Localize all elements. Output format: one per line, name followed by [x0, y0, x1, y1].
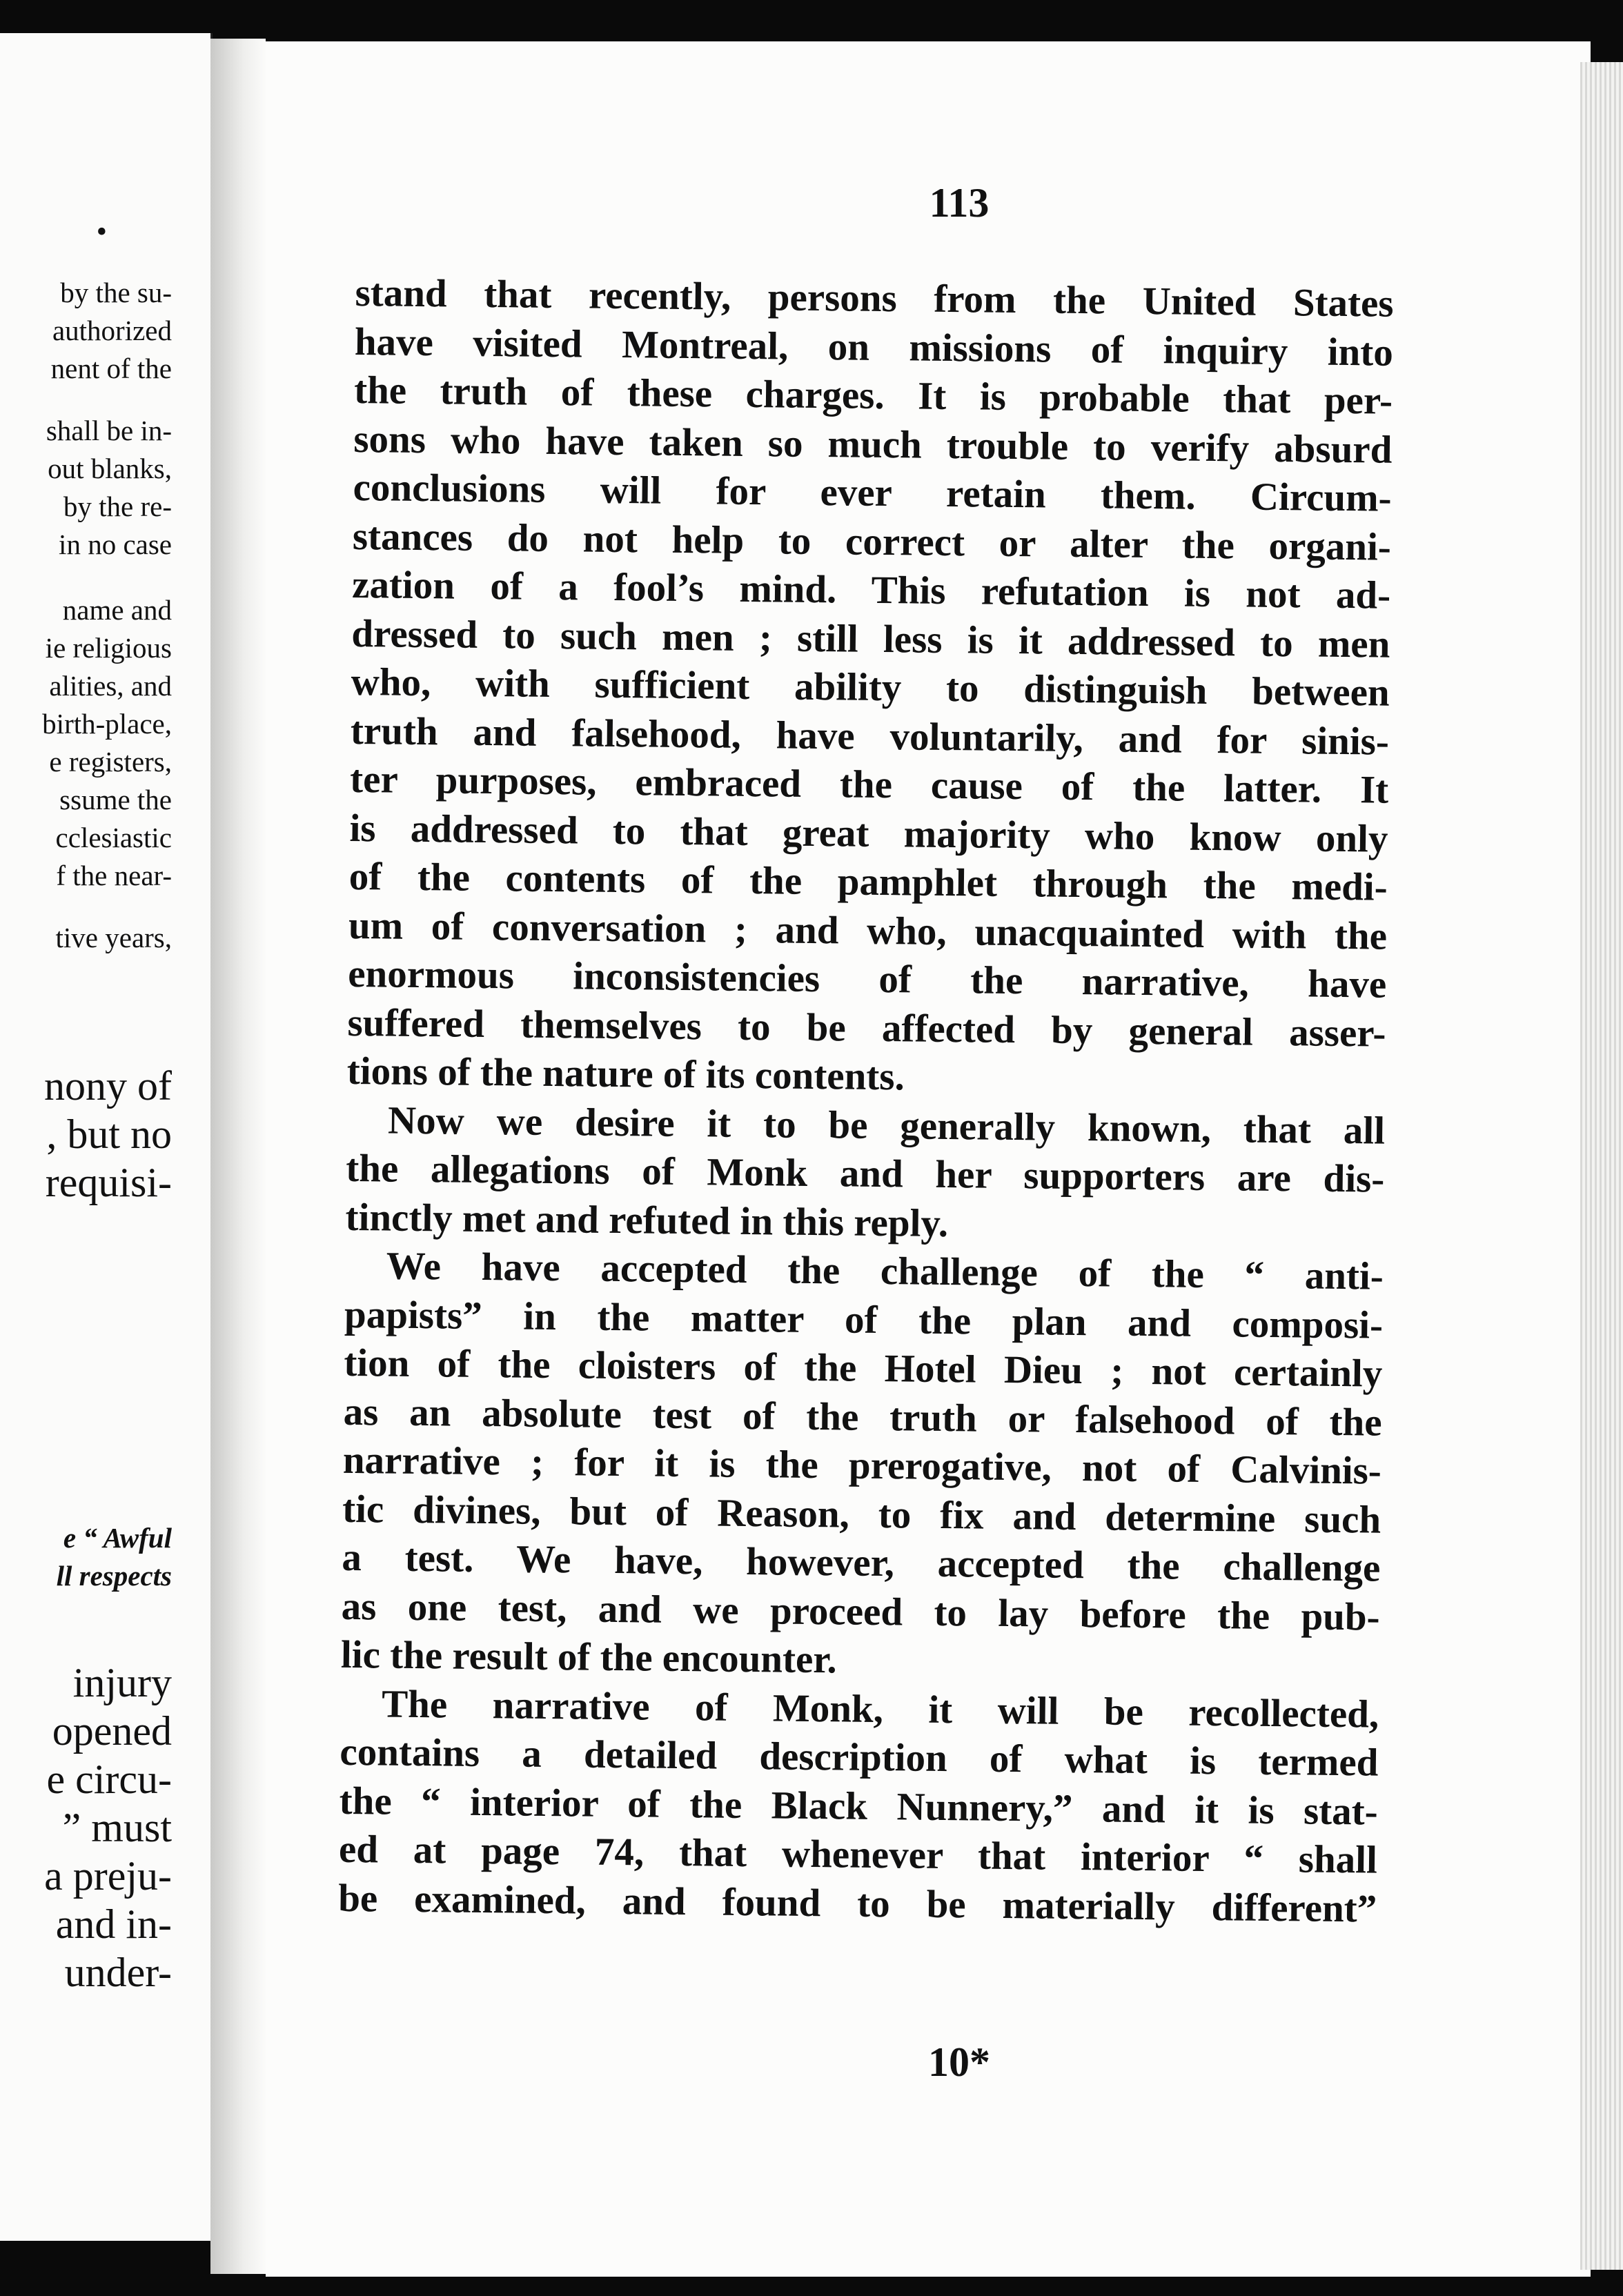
- text-line: ter purposes, embraced the cause of the latter. It: [349, 757, 1389, 812]
- text-line: the allegations of Monk and her supporters are dis-: [346, 1146, 1385, 1201]
- facing-page-line: e “ Awful: [63, 1522, 172, 1554]
- facing-page-line: alities, and: [49, 670, 172, 702]
- facing-page-line: and in-: [55, 1901, 172, 1947]
- text-line: papists” in the matter of the plan and composi-: [344, 1292, 1384, 1347]
- text-line: tions of the nature of its contents.: [346, 1049, 905, 1099]
- text-line: tinctly met and refuted in this reply.: [345, 1195, 949, 1245]
- facing-page-line: authorized: [52, 315, 172, 346]
- text-line: of the contents of the pamphlet through the medi-: [348, 854, 1388, 909]
- facing-page-line: injury: [72, 1660, 172, 1705]
- text-line: the truth of these charges. It is probable that per-: [353, 368, 1393, 423]
- text-line: as an absolute test of the truth or falsehood of the: [343, 1389, 1382, 1445]
- text-line: um of conversation ; and who, unacquainted with the: [348, 903, 1388, 958]
- facing-page-line: name and: [62, 594, 172, 626]
- facing-page-left: [0, 33, 213, 2241]
- facing-page-line: by the su-: [60, 277, 172, 308]
- facing-page-line: ssume the: [59, 784, 172, 815]
- text-line: We have accepted the challenge of the “ anti-: [386, 1244, 1384, 1298]
- book-gutter: [210, 39, 266, 2274]
- facing-page-line: shall be in-: [46, 415, 172, 446]
- signature-mark: 10*: [928, 2039, 990, 2085]
- facing-page-line: ie religious: [45, 632, 172, 664]
- text-line: the “ interior of the Black Nunnery,” and it is stat-: [339, 1779, 1378, 1834]
- facing-page-line: e circu-: [46, 1756, 172, 1802]
- page-edges: [1580, 62, 1623, 2270]
- text-line: contains a detailed description of what is termed: [340, 1730, 1379, 1785]
- facing-page-line: nent of the: [50, 353, 172, 384]
- facing-page-line: cclesiastic: [55, 822, 172, 853]
- facing-page-line: a preju-: [44, 1853, 172, 1899]
- text-line: have visited Montreal, on missions of inquiry into: [354, 319, 1394, 375]
- book-page: [266, 41, 1591, 2277]
- text-line: lic the result of the encounter.: [340, 1632, 837, 1682]
- text-line: be examined, and found to be materially different”: [337, 1876, 1377, 1931]
- text-line: tic divines, but of Reason, to fix and determine such: [342, 1487, 1381, 1542]
- body-text: [338, 269, 1394, 1934]
- facing-page-line: in no case: [59, 528, 172, 560]
- text-line: stances do not help to correct or alter the organi-: [352, 514, 1392, 569]
- facing-page-line: ” must: [62, 1805, 172, 1850]
- text-line: truth and falsehood, have voluntarily, and for sinis-: [350, 709, 1390, 764]
- facing-page-line: birth-place,: [42, 708, 172, 740]
- facing-page-line: tive years,: [55, 922, 172, 953]
- text-line: zation of a fool’s mind. This refutation is not ad-: [351, 562, 1391, 617]
- text-line: enormous inconsistencies of the narrative, have: [347, 951, 1387, 1007]
- page-number: 113: [929, 180, 990, 226]
- facing-page-line: e registers,: [49, 746, 172, 778]
- facing-page-line: ll respects: [56, 1560, 172, 1592]
- facing-page-line: f the near-: [56, 860, 172, 891]
- facing-page-line: by the re-: [63, 491, 172, 522]
- text-line: conclusions will for ever retain them. Circum-: [353, 465, 1392, 520]
- facing-page-line: under-: [64, 1950, 172, 1995]
- text-line: narrative ; for it is the prerogative, not of Calvinis-: [342, 1438, 1382, 1493]
- text-line: as one test, and we proceed to lay before the pub-: [341, 1584, 1380, 1639]
- text-line: is addressed to that great majority who know only: [349, 806, 1388, 861]
- text-line: stand that recently, persons from the United States: [355, 270, 1394, 326]
- facing-page-mark: •: [96, 215, 107, 248]
- text-line: Now we desire it to be generally known, that all: [387, 1098, 1386, 1153]
- text-line: dressed to such men ; still less is it addressed to men: [351, 611, 1390, 666]
- text-line: sons who have taken so much trouble to verify absurd: [353, 417, 1393, 472]
- facing-page-line: opened: [52, 1708, 172, 1754]
- facing-page-line: out blanks,: [48, 453, 172, 484]
- text-line: ed at page 74, that whenever that interior “ shall: [338, 1827, 1378, 1882]
- text-line: a test. We have, however, accepted the challenge: [342, 1535, 1381, 1590]
- facing-page-line: nony of: [44, 1063, 172, 1109]
- text-line: The narrative of Monk, it will be recollected,: [381, 1682, 1379, 1736]
- facing-page-line: , but no: [46, 1111, 172, 1157]
- text-line: tion of the cloisters of the Hotel Dieu ; not certainly: [344, 1340, 1383, 1396]
- text-line: who, with sufficient ability to distinguish between: [351, 660, 1390, 715]
- text-line: suffered themselves to be affected by general asser-: [347, 1000, 1386, 1056]
- facing-page-line: requisi-: [45, 1160, 172, 1205]
